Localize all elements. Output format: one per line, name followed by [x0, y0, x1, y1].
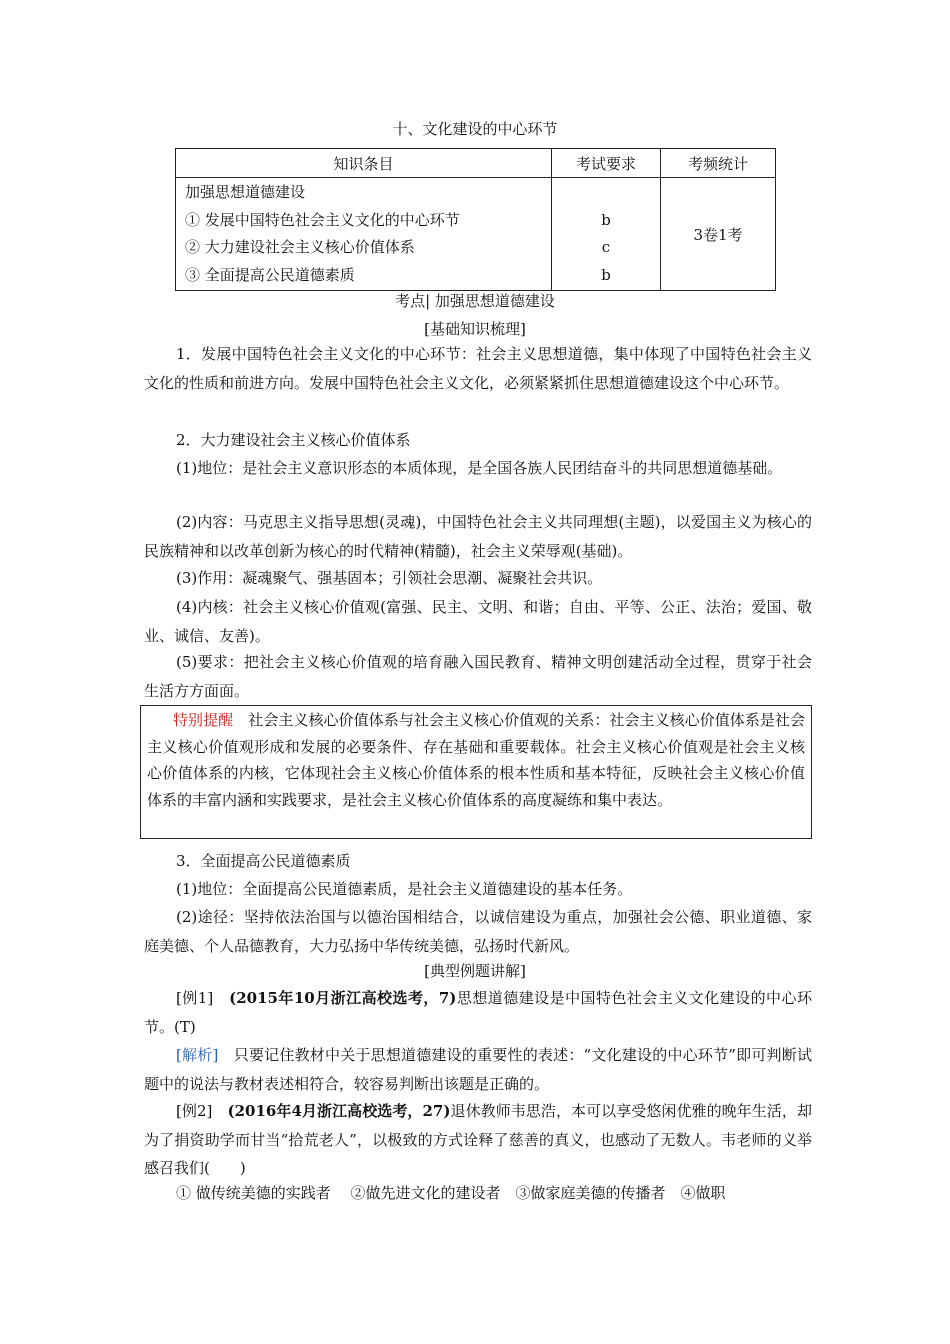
paragraph-2-2: (2)内容：马克思主义指导思想(灵魂)，中国特色社会主义共同理想(主题)，以爱国主义为核心的民族精神和以改革创新为核心的时代精神(精髓)，社会主义荣辱观(基础)。 — [144, 513, 812, 560]
example-2-tag: [例2] — [176, 1102, 213, 1120]
example-1-source: (2015年10月浙江高校选考，7) — [229, 989, 457, 1007]
example-2-options: ① 做传统美德的实践者 ②做先进文化的建设者 ③做家庭美德的传播者 ④做职 — [176, 1184, 726, 1202]
special-tip-box — [140, 705, 812, 839]
table-frequency-cell: 3卷1考 — [661, 178, 776, 291]
paragraph-1: 1．发展中国特色社会主义文化的中心环节：社会主义思想道德，集中体现了中国特色社会主义文化的性质和前进方向。发展中国特色社会主义文化，必须紧紧抓住思想道德建设这个中心环节。 — [144, 345, 812, 392]
example-2-source: (2016年4月浙江高校选考，27) — [227, 1102, 451, 1120]
table-requirement: b — [601, 210, 611, 229]
analysis — [144, 1041, 812, 1098]
table-header-row — [176, 149, 776, 178]
table-header-frequency: 考频统计 — [661, 149, 776, 178]
paragraph-2-3: (3)作用：凝魂聚气、强基固本；引领社会思潮、凝聚社会共识。 — [176, 569, 603, 587]
example-1-tag: [例1] — [176, 989, 214, 1007]
paragraph-3-1: (1)地位：全面提高公民道德素质，是社会主义道德建设的基本任务。 — [176, 880, 633, 898]
kaodian-title: 加强思想道德建设 — [434, 292, 555, 310]
example-2-text: 退休教师韦思浩，本可以享受悠闲优雅的晚年生活，却为了捐资助学而甘当“拾荒老人”，以极致的方式诠释了慈善的真义，也感动了无数人。韦老师的义举感召我们( ) — [144, 1102, 812, 1177]
paragraph-2-5: (5)要求：把社会主义核心价值观的培育融入国民教育、精神文明创建活动全过程，贯穿于社会生活方方面面。 — [144, 653, 812, 700]
analysis-tag: [解析] — [176, 1046, 219, 1064]
table-item: ① 发展中国特色社会主义文化的中心环节 — [185, 210, 460, 229]
paragraph-2-4: (4)内核：社会主义核心价值观(富强、民主、文明、和谐；自由、平等、公正、法治；爱国、敬业、诚信、友善)。 — [144, 598, 812, 645]
table-item: ③ 全面提高公民道德素质 — [185, 265, 355, 284]
special-tip-label: 特别提醒 — [173, 711, 234, 729]
kaodian-prefix: 考点| — [395, 292, 431, 310]
table-requirement-cell — [552, 178, 661, 291]
example-1 — [144, 984, 812, 1041]
special-tip-text: 社会主义核心价值体系与社会主义核心价值观的关系：社会主义核心价值体系是社会主义核心价值观形成和发展的必要条件、存在基础和重要载体。社会主义核心价值观是社会主义核心价值体系的内核，它体现社会主义核心价值体系的根本性质和基本特征，反映社会主义核心价值体系的丰富内涵和实践要求，是社会主义核心价值体系的高度凝练和集中表达。 — [147, 711, 805, 809]
paragraph-3-heading: 3．全面提高公民道德素质 — [176, 852, 351, 870]
analysis-text: 只要记住教材中关于思想道德建设的重要性的表述：“文化建设的中心环节”即可判断试题中的说法与教材表述相符合，较容易判断出该题是正确的。 — [144, 1046, 812, 1093]
table-requirement: b — [601, 265, 611, 284]
table-topic: 加强思想道德建设 — [185, 183, 306, 201]
kaodian-heading — [0, 290, 950, 311]
table-header-items: 知识条目 — [176, 149, 552, 178]
table-row — [176, 178, 776, 291]
paragraph-2-heading: 2．大力建设社会主义核心价值体系 — [176, 431, 411, 449]
basics-heading: [基础知识梳理] — [424, 320, 526, 338]
section-title: 十、文化建设的中心环节 — [392, 120, 558, 138]
examples-heading: [典型例题讲解] — [424, 962, 526, 980]
table-item: ② 大力建设社会主义核心价值体系 — [185, 238, 415, 256]
table-requirement: c — [601, 238, 611, 256]
example-1-text: 思想道德建设是中国特色社会主义文化建设的中心环节。(T) — [144, 989, 812, 1036]
paragraph-2-1: (1)地位：是社会主义意识形态的本质体现，是全国各族人民团结奋斗的共同思想道德基础。 — [176, 459, 783, 477]
paragraph-3-2: (2)途径：坚持依法治国与以德治国相结合，以诚信建设为重点，加强社会公德、职业道德、家庭美德、个人品德教育，大力弘扬中华传统美德，弘扬时代新风。 — [144, 908, 812, 955]
table-items-cell — [176, 178, 552, 291]
requirements-table — [175, 148, 776, 291]
example-2 — [144, 1097, 812, 1183]
table-header-requirement: 考试要求 — [552, 149, 661, 178]
